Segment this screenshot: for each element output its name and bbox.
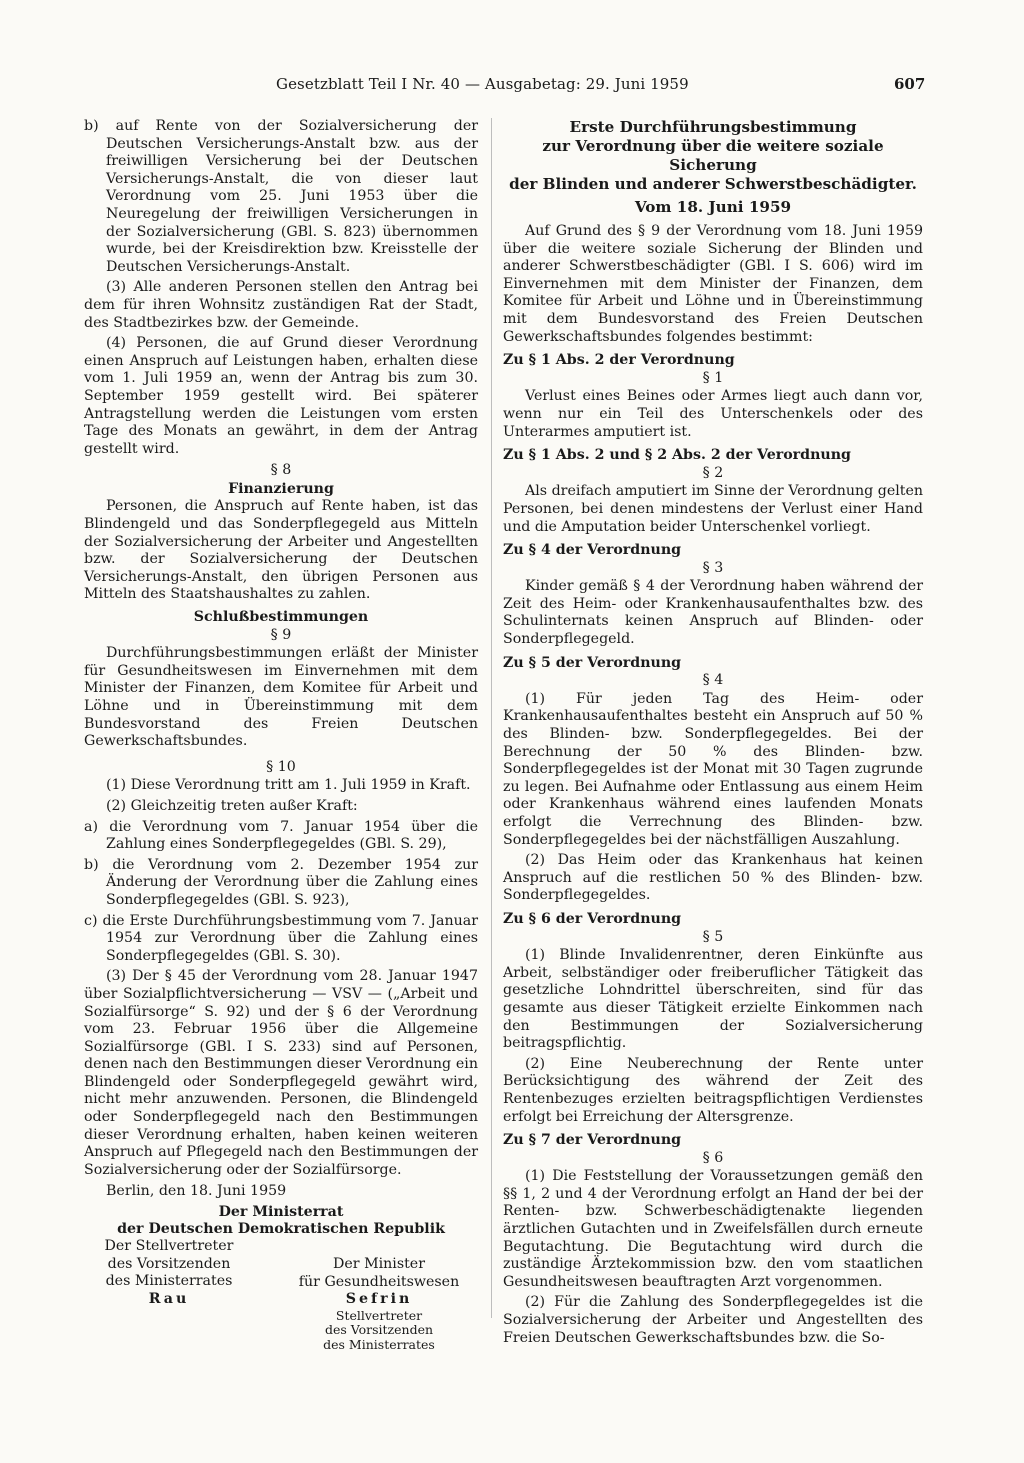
signature-right-line-5: des Vorsitzenden bbox=[324, 1322, 434, 1338]
signature-organization bbox=[84, 1204, 478, 1238]
regulation-title-line-2: zur Verordnung über die weitere soziale Sicherung bbox=[542, 137, 884, 174]
signature-org-line-1: Der Ministerrat bbox=[218, 1204, 344, 1221]
paragraph-b: b) auf Rente von der Sozialversicherung der Deutschen Versicherungs-Anstalt bzw. aus der freiwilligen Versicherung bei der Deutschen Versicherungs-Anstalt, die von dieser laut Verordnung vom 25. Juni 1953 über die Neuregelung der freiwilligen Versicherungen in der Sozialversicherung (GBl. S. 823) übernommen wurde, bei der Kreisdirektion bzw. Kreisstelle der Deutschen Versicherungs-Anstalt. bbox=[84, 118, 478, 275]
regulation-title-line-3: der Blinden und anderer Schwerstbeschädigter. bbox=[509, 175, 917, 193]
page-number: 607 bbox=[894, 75, 926, 93]
section-8-text: Personen, die Anspruch auf Rente haben, ist das Blindengeld und das Sonderpflegegeld aus Mitteln der Sozialversicherung der Arbeiter und Angestellten bzw. der Sozialversicherung der Deutschen Versicherungs-Anstalt, den übrigen Personen aus Mitteln des Staatshaushaltes zu zahlen. bbox=[84, 498, 478, 603]
signature-right-line-4: Stellvertreter bbox=[335, 1307, 423, 1323]
signature-block bbox=[84, 1238, 478, 1352]
ref-heading-2: Zu § 1 Abs. 2 und § 2 Abs. 2 der Verordnung bbox=[503, 447, 851, 464]
regulation-title bbox=[503, 118, 923, 217]
signature-right-line-2: für Gesundheitswesen bbox=[298, 1273, 460, 1290]
section-10-a: a) die Verordnung vom 7. Januar 1954 über die Zahlung eines Sonderpflegegeldes (GBl. S. 29), bbox=[84, 818, 478, 853]
signature-left-line-1: Der Stellvertreter bbox=[104, 1238, 234, 1255]
ref-heading-1: Zu § 1 Abs. 2 der Verordnung bbox=[503, 352, 735, 369]
section-9-text: Durchführungsbestimmungen erläßt der Minister für Gesundheitswesen im Einvernehmen mit dem Minister der Finanzen, dem Komitee für Arbeit und Löhne und in Übereinstimmung mit dem Bundesvorstand des Freien Deutschen Gewerkschaftsbundes. bbox=[84, 645, 478, 750]
section-10-b: b) die Verordnung vom 2. Dezember 1954 zur Änderung der Verordnung über die Zahlung eines Sonderpflegegeldes (GBl. S. 923), bbox=[84, 856, 478, 908]
signature-right bbox=[274, 1256, 484, 1352]
section-4-2: (2) Das Heim oder das Krankenhaus hat keinen Anspruch auf die restlichen 50 % des Blinden- bzw. Sonderpflegegeldes. bbox=[503, 852, 923, 904]
section-3-number: § 3 bbox=[702, 559, 724, 576]
section-10-3: (3) Der § 45 der Verordnung vom 28. Januar 1947 über Sozialpflichtversicherung — VSV — („Arbeit und Sozialfürsorge“ S. 92) und der § 6 der Verordnung vom 23. Februar 1956 über die Allgemeine Sozialfürsorge (GBl. I S. 233) sind auf Personen, denen nach den Bestimmungen dieser Verordnung ein Blindengeld oder Sonderpflegegeld gewährt wird, nicht mehr anzuwenden. Personen, die Blindengeld oder Sonderpflegegeld nach den Bestimmungen dieser Verordnung erhalten, haben keinen weiteren Anspruch auf Pflegegeld nach den Bestimmungen der Sozialversicherung oder der Sozialfürsorge. bbox=[84, 968, 478, 1178]
section-3-text: Kinder gemäß § 4 der Verordnung haben während der Zeit des Heim- oder Krankenhausaufenthaltes bzw. des Schulinternats keinen Anspruch auf Blinden- oder Sonderpflegegeld. bbox=[503, 578, 923, 648]
left-column bbox=[84, 118, 478, 1352]
regulation-intro: Auf Grund des § 9 der Verordnung vom 18. Juni 1959 über die weitere soziale Sicherung der Blinden und anderer Schwerstbeschädigter (GBl. I S. 606) wird im Einvernehmen mit dem Minister der Finanzen, dem Komitee für Arbeit und Löhne und in Übereinstimmung mit dem Bundesvorstand des Freien Deutschen Gewerkschaftsbundes folgendes bestimmt: bbox=[503, 223, 923, 345]
place-date: Berlin, den 18. Juni 1959 bbox=[106, 1183, 287, 1200]
paragraph-3: (3) Alle anderen Personen stellen den Antrag bei dem für ihren Wohnsitz zuständigen Rat der Stadt, des Stadtbezirkes bzw. der Gemeinde. bbox=[84, 279, 478, 331]
section-1-number: § 1 bbox=[702, 369, 724, 386]
section-8-title: Finanzierung bbox=[228, 480, 334, 497]
signature-left-name: Rau bbox=[148, 1290, 190, 1307]
section-6-2: (2) Für die Zahlung des Sonderpflegegeldes ist die Sozialversicherung der Arbeiter und Angestellten des Freien Deutschen Gewerkschaftsbundes bzw. die So- bbox=[503, 1294, 923, 1346]
paragraph-4: (4) Personen, die auf Grund dieser Verordnung einen Anspruch auf Leistungen haben, erhalten diese vom 1. Juli 1959 an, wenn der Antrag bis zum 30. September 1959 gestellt wird. Bei späterer Antragstellung werden die Leistungen vom ersten Tage des Monats an gewährt, in dem der Antrag gestellt wird. bbox=[84, 335, 478, 457]
section-1-text: Verlust eines Beines oder Armes liegt auch dann vor, wenn nur ein Teil des Unterschenkels oder des Unterarmes amputiert ist. bbox=[503, 388, 923, 440]
ref-heading-4: Zu § 5 der Verordnung bbox=[503, 654, 682, 671]
section-4-number: § 4 bbox=[702, 672, 724, 689]
section-8-number: § 8 bbox=[270, 462, 292, 479]
signature-right-line-1: Der Minister bbox=[333, 1256, 425, 1273]
running-header: Gesetzblatt Teil I Nr. 40 — Ausgabetag: 29. Juni 1959 bbox=[276, 75, 689, 93]
section-10-1: (1) Diese Verordnung tritt am 1. Juli 1959 in Kraft. bbox=[106, 777, 471, 794]
section-2-number: § 2 bbox=[702, 464, 724, 481]
section-4-1: (1) Für jeden Tag des Heim- oder Krankenhausaufenthaltes besteht ein Anspruch auf 50 % des Blinden- bzw. Sonderpflegegeldes. Bei der Berechnung der 50 % des Blinden- bzw. Sonderpflegegeldes ist der Monat mit 30 Tagen zugrunde zu legen. Bei Aufnahme oder Entlassung aus einem Heim oder Krankenhaus während eines laufenden Monats erfolgt die Verrechnung des Blinden- bzw. Sonderpflegegeldes bei der nächstfälligen Auszahlung. bbox=[503, 690, 923, 848]
section-6-number: § 6 bbox=[702, 1149, 724, 1166]
regulation-title-line-1: Erste Durchführungsbestimmung bbox=[569, 118, 857, 136]
signature-right-line-6: des Ministerrates bbox=[323, 1336, 435, 1352]
section-10-2: (2) Gleichzeitig treten außer Kraft: bbox=[106, 797, 358, 814]
ref-heading-6: Zu § 7 der Verordnung bbox=[503, 1132, 682, 1149]
ref-heading-5: Zu § 6 der Verordnung bbox=[503, 910, 682, 927]
section-10-number: § 10 bbox=[266, 758, 296, 775]
section-10-c: c) die Erste Durchführungsbestimmung vom 7. Januar 1954 zur Verordnung über die Zahlung eines Sonderpflegegeldes (GBl. S. 30). bbox=[84, 912, 478, 964]
section-6-1: (1) Die Feststellung der Voraussetzungen gemäß den §§ 1, 2 und 4 der Verordnung erfolgt an Hand der bei der Renten- bzw. Schwerbeschädigtenakte liegenden ärztlichen Gutachten und in Zweifelsfällen durch erneute Begutachtung. Die Begutachtung wird durch die zuständige Ärztekommission bzw. den vom staatlichen Gesundheitswesen beauftragten Arzt vorgenommen. bbox=[503, 1168, 923, 1290]
signature-org-line-2: der Deutschen Demokratischen Republik bbox=[117, 1221, 445, 1238]
ref-heading-3: Zu § 4 der Verordnung bbox=[503, 542, 682, 559]
section-2-text: Als dreifach amputiert im Sinne der Verordnung gelten Personen, bei denen mindestens der Verlust einer Hand und die Amputation beider Unterschenkel vorliegt. bbox=[503, 483, 923, 535]
signature-left bbox=[84, 1238, 254, 1308]
section-5-1: (1) Blinde Invalidenrentner, deren Einkünfte aus Arbeit, selbständiger oder freiberuflicher Tätigkeit das gesetzliche Lohndrittel überschreiten, sind für das gesamte aus dieser Tätigkeit erzielte Einkommen nach den Bestimmungen der Sozialversicherung beitragspflichtig. bbox=[503, 947, 923, 1052]
signature-right-name: Sefrin bbox=[345, 1291, 413, 1308]
section-5-number: § 5 bbox=[702, 928, 724, 945]
final-provisions-heading: Schlußbestimmungen bbox=[193, 609, 369, 626]
section-5-2: (2) Eine Neuberechnung der Rente unter Berücksichtigung des während der Zeit des Rentenbezuges erzielten beitragspflichtigen Verdienstes erfolgt bei Erreichung der Altersgrenze. bbox=[503, 1055, 923, 1125]
signature-left-line-2: des Vorsitzenden bbox=[107, 1255, 231, 1272]
signature-left-line-3: des Ministerrates bbox=[105, 1273, 233, 1290]
column-divider bbox=[491, 118, 492, 1318]
regulation-date: Vom 18. Juni 1959 bbox=[634, 198, 792, 216]
section-9-number: § 9 bbox=[270, 626, 292, 643]
page-header bbox=[0, 76, 1024, 100]
right-column bbox=[503, 118, 923, 1350]
